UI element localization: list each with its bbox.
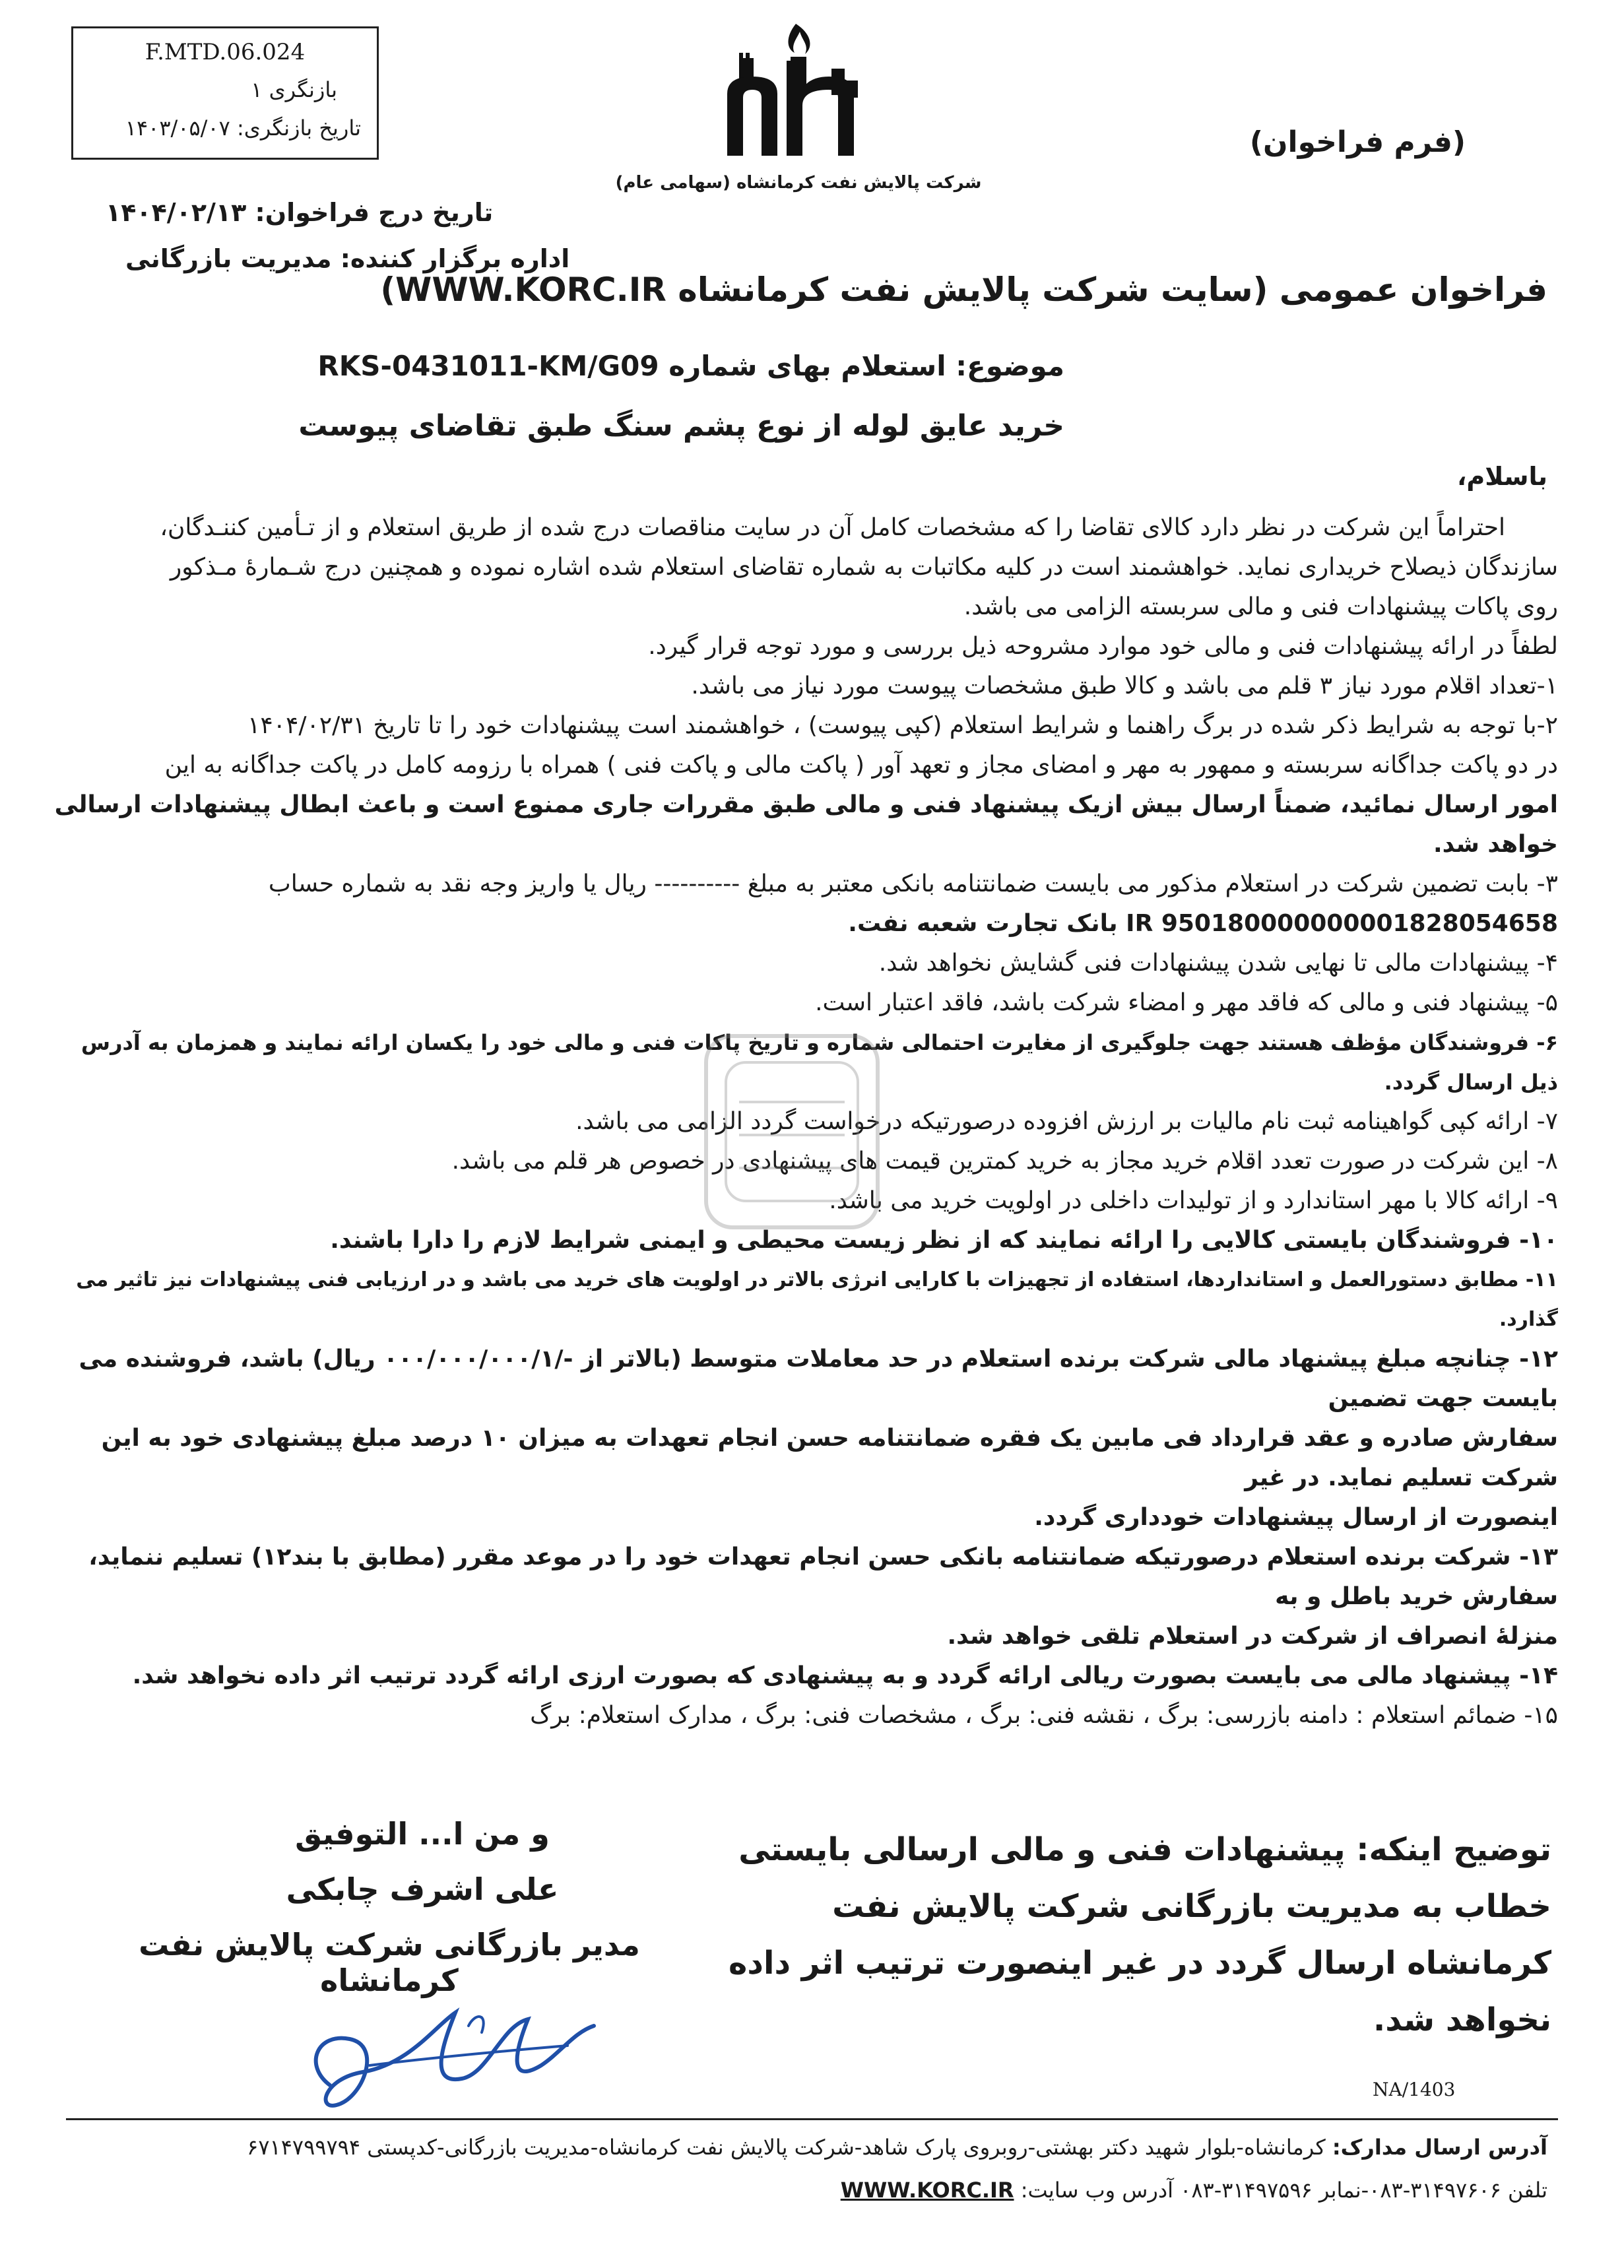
intro-line: سازندگان ذیصلاح خریداری نماید. خواهشمند است در کلیه مکاتبات به شماره تقاضای استعلام شده اشاره نموده و همچنین درج شـمارهٔ مـذکور [170, 554, 1558, 581]
revision-box [71, 26, 379, 160]
item-line: ۱۴- پیشنهاد مالی می بایست بصورت ریالی ارائه گردد و به پیشنهادی که بصورت ارزی ارائه گردد ترتیب اثر داده نخواهد شد. [132, 1662, 1558, 1689]
item-line: ۱۲- چنانچه مبلغ پیشنهاد مالی شرکت برنده استعلام در حد معاملات متوسط (بالاتر از -/۰۰۰/۰۰۰/۰۰۰/۱ ریال) باشد، فروشنده می بایست جهت تضمین [79, 1345, 1558, 1412]
page-title: فراخوان عمومی (سایت شرکت پالایش نفت کرمانشاه WWW.KORC.IR) [380, 271, 1547, 309]
item-line: ۱۰- فروشندگان بایستی کالایی را ارائه نمایند که از نظر زیست محیطی و ایمنی شرایط لازم را دارا باشند. [330, 1227, 1558, 1254]
footer-contact [56, 2178, 1547, 2203]
website-link[interactable]: WWW.KORC.IR [840, 2178, 1014, 2203]
revision-date: تاریخ بازنگری: ۱۴۰۳/۰۵/۰۷ [125, 115, 361, 141]
item-13 [53, 1538, 1558, 1656]
publish-date: تاریخ درج فراخوان: ۱۴۰۴/۰۲/۱۳ [106, 198, 494, 227]
item-5 [53, 983, 1558, 1023]
item-line: IR 950180000000001828054658 بانک تجارت شعبه نفت. [848, 910, 1558, 937]
form-code: F.MTD.06.024 [145, 39, 306, 65]
company-logo [713, 20, 884, 172]
item-12 [53, 1340, 1558, 1538]
item-line: اینصورت از ارسال پیشنهادات خودداری گردد. [1034, 1504, 1558, 1531]
item-line: امور ارسال نمائید، ضمناً ارسال بیش ازیک پیشنهاد فنی و مالی طبق مقررات جاری ممنوع است و باعث ابطال پیشنهادات ارسالی خواهد شد. [54, 791, 1558, 858]
intro-line: روی پاکات پیشنهادات فنی و مالی سربسته الزامی می باشد. [963, 593, 1558, 620]
item-line: ۸- این شرکت در صورت تعدد اقلام خرید مجاز به خرید کمترین قیمت های پیشنهادی در خصوص هر قلم می باشد. [451, 1148, 1558, 1175]
item-line: ۵- پیشنهاد فنی و مالی که فاقد مهر و امضاء شرکت باشد، فاقد اعتبار است. [815, 989, 1558, 1016]
intro-line: احتراماً این شرکت در نظر دارد کالای تقاضا را که مشخصات کامل آن در سایت مناقصات درج شده از طریق استعلام و از تـأمین کننـدگان، [160, 514, 1505, 541]
item-line: منزلهٔ انصراف از شرکت در استعلام تلقی خواهد شد. [947, 1623, 1558, 1650]
stamp-watermark [693, 1023, 891, 1241]
item-line: ۷- ارائه کپی گواهینامه ثبت نام مالیات بر ارزش افزوده درصورتیکه درخواست گردد الزامی می باشد. [575, 1108, 1558, 1135]
intro-instruction: لطفاً در ارائه پیشنهادات فنی و مالی خود موارد مشروحه ذیل بررسی و مورد توجه قرار گیرد. [648, 633, 1558, 660]
item-line: ۱-تعداد اقلام مورد نیاز ۳ قلم می باشد و کالا طبق مشخصات پیوست مورد نیاز می باشد. [691, 672, 1558, 699]
contact-text: تلفن ۳۱۴۹۷۶۰۶-۰۸۳-نمابر ۳۱۴۹۷۵۹۶-۰۸۳ آدرس وب سایت: [1020, 2178, 1547, 2203]
item-line: ۴- پیشنهادات مالی تا نهایی شدن پیشنهادات فنی گشایش نخواهد شد. [878, 950, 1558, 977]
stamp-icon [693, 1023, 891, 1241]
item-11 [53, 1260, 1558, 1340]
item-3 [53, 864, 1558, 944]
form-title: (فرم فراخوان) [1249, 125, 1466, 159]
company-name: شرکت پالایش نفت کرمانشاه (سهامی عام) [615, 173, 982, 193]
address-label: آدرس ارسال مدارک: [1332, 2135, 1547, 2160]
item-line: ۱۳- شرکت برنده استعلام درصورتیکه ضمانتنامه بانکی حسن انجام تعهدات خود را در موعد مقرر (مطابق با بند۱۲) تسلیم ننماید، سفارش خرید باطل و به [88, 1543, 1558, 1610]
item-line: ۳- بابت تضمین شرکت در استعلام مذکور می بایست ضمانتنامه بانکی معتبر به مبلغ ---------- ریال یا واریز وجه نقد به شماره حساب [268, 870, 1558, 897]
footer-address [56, 2135, 1547, 2160]
item-line: ۲-با توجه به شرایط ذکر شده در برگ راهنما و شرایط استعلام (کپی پیوست) ، خواهشمند است پیشنهادات خود را تا تاریخ ۱۴۰۴/۰۲/۳۱ [247, 712, 1558, 739]
intro-paragraph [53, 508, 1558, 627]
refinery-logo-icon [713, 20, 884, 172]
closing-phrase: و من ا... التوفیق [295, 1816, 550, 1852]
signature-icon [290, 1986, 620, 2131]
item-line: ۱۵- ضمائم استعلام : دامنه بازرسی: برگ ، نقشه فنی: برگ ، مشخصات فنی: برگ ، مدارک استعلام: برگ [530, 1702, 1558, 1729]
item-14 [53, 1656, 1558, 1696]
item-line: ۹- ارائه کالا با مهر استاندارد و از تولیدات داخلی در اولویت خرید می باشد. [829, 1187, 1558, 1214]
item-1 [53, 666, 1558, 706]
item-line: سفارش صادره و عقد قرارداد فی مابین یک فقره ضمانتنامه حسن انجام تعهدات به میزان ۱۰ درصد مبلغ پیشنهادی خود به این شرکت تسلیم نماید. در غیر [101, 1425, 1558, 1491]
submission-note: توضیح اینکه: پیشنهادات فنی و مالی ارسالی بایستی خطاب به مدیریت بازرگانی شرکت پالایش نفت کرمانشاه ارسال گردد در غیر اینصورت ترتیب اثر داده نخواهد شد. [729, 1831, 1551, 2038]
subject-line: موضوع: استعلام بهای شماره RKS-0431011-KM/G09 [317, 350, 1064, 382]
footer-divider [66, 2118, 1558, 2120]
address-text: کرمانشاه-بلوار شهید دکتر بهشتی-روبروی پارک شاهد-شرکت پالایش نفت کرمانشاه-مدیریت بازرگانی-کدپستی ۶۷۱۴۷۹۹۷۹۴ [247, 2135, 1326, 2160]
item-line: ۱۱- مطابق دستورالعمل و استانداردها، استفاده از تجهیزات با کارایی انرژی بالاتر در اولویت های خرید می باشد و در ارزیابی فنی پیشنهادات نیز تاثیر می گذارد. [76, 1268, 1558, 1331]
revision-number: بازنگری ۱ [251, 77, 337, 102]
subject-description: خرید عایق لوله از نوع پشم سنگ طبق تقاضای پیوست [298, 409, 1064, 443]
handwritten-signature [290, 1986, 620, 2131]
greeting: باسلام، [1456, 462, 1547, 491]
reference-code: NA/1403 [1373, 2079, 1456, 2100]
item-line: در دو پاکت جداگانه سربسته و ممهور به مهر و امضای مجاز و تعهد آور ( پاکت مالی و پاکت فنی ) همراه با رزومه کامل در پاکت جداگانه به این [164, 752, 1558, 779]
item-2 [53, 706, 1558, 864]
item-4 [53, 944, 1558, 983]
item-15 [53, 1696, 1558, 1735]
organizer: اداره برگزار کننده: مدیریت بازرگانی [125, 244, 570, 273]
item-line: ۶- فروشندگان مؤظف هستند جهت جلوگیری از مغایرت احتمالی شماره و تاریخ پاکات فنی و مالی خود را یکسان ارائه نمایند و همزمان به آدرس ذیل ارسال گردد. [81, 1030, 1558, 1095]
signatory-title: مدیر بازرگانی شرکت پالایش نفت کرمانشاه [139, 1927, 640, 1998]
signatory-name: علی اشرف چابکی [286, 1871, 559, 1907]
